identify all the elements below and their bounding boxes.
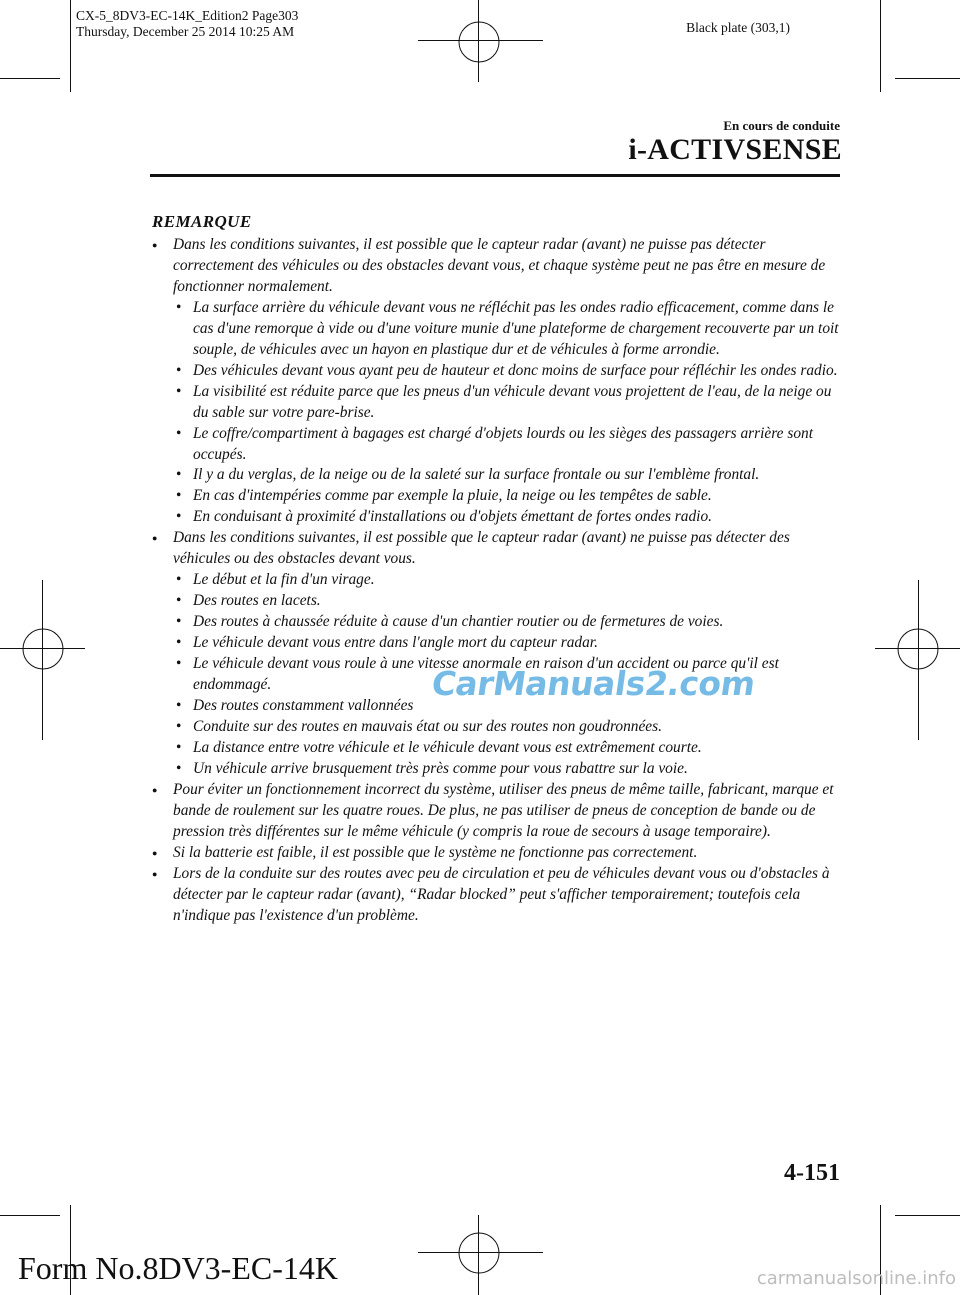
list-item-text: Si la batterie est faible, il est possible que le système ne fonctionne pas correctement.	[173, 843, 698, 861]
sub-item: • En cas d'intempéries comme par exemple la pluie, la neige ou les tempêtes de sable.	[173, 486, 845, 507]
list-item-text: Lors de la conduite sur des routes avec peu de circulation et peu de véhicules devant vous ou d'obstacles à détecter par le capteur radar (avant), “Radar blocked” peut s'afficher temporairement; toutefois cela n'indique pas l'existence d'un problème.	[173, 864, 830, 924]
registration-mark-right	[895, 626, 941, 672]
page-number: 4-151	[784, 1160, 840, 1186]
carmanuals-watermark: CarManuals2.com	[429, 664, 758, 703]
header-rule	[150, 174, 840, 177]
form-number: Form No.8DV3-EC-14K	[18, 1250, 338, 1286]
registration-mark-left	[20, 626, 66, 672]
registration-mark-bottom	[455, 1229, 503, 1277]
sub-item: • Des routes à chaussée réduite à cause d'un chantier routier ou de fermetures de voies.	[173, 612, 845, 633]
list-item	[150, 235, 845, 528]
sub-item: • La surface arrière du véhicule devant vous ne réfléchit pas les ondes radio efficacement, comme dans le cas d'une remorque à vide ou d'une voiture munie d'une plateforme de chargement recouverte par un toit souple, de véhicules avec un hayon en plastique dur et de véhicules à forme arrondie.	[173, 298, 845, 361]
sub-item: • Des routes constamment vallonnées	[173, 696, 845, 717]
note-list	[150, 235, 845, 926]
sub-item: • Le début et la fin d'un virage.	[173, 570, 845, 591]
plate-label: Black plate (303,1)	[686, 20, 790, 35]
sub-item: • Le coffre/compartiment à bagages est chargé d'objets lourds ou les sièges des passagers arrière sont occupés.	[173, 424, 845, 466]
sub-item: • Des routes en lacets.	[173, 591, 845, 612]
sub-item: • Un véhicule arrive brusquement très près comme pour vous rabattre sur la voie.	[173, 759, 845, 780]
list-item	[150, 843, 845, 864]
list-item-text: Dans les conditions suivantes, il est possible que le capteur radar (avant) ne puisse pas détecter des véhicules ou des obstacles devant vous.	[173, 529, 790, 568]
date-line: Thursday, December 25 2014 10:25 AM	[76, 24, 295, 39]
note-title: REMARQUE	[152, 212, 252, 231]
sub-item: • En conduisant à proximité d'installations ou d'objets émettant de fortes ondes radio.	[173, 507, 845, 528]
sub-item: • Le véhicule devant vous entre dans l'angle mort du capteur radar.	[173, 633, 845, 654]
sub-item: • Le véhicule devant vous roule à une vitesse anormale en raison d'un accident ou parce qu'il est endommagé.	[173, 654, 845, 696]
sub-item: • Des véhicules devant vous ayant peu de hauteur et donc moins de surface pour réfléchir les ondes radio.	[173, 361, 845, 382]
print-meta	[76, 8, 298, 40]
list-item-text: Pour éviter un fonctionnement incorrect du système, utiliser des pneus de même taille, fabricant, marque et bande de roulement sur les quatre roues. De plus, ne pas utiliser de pneus de conception de bande ou de pression très différentes sur le même véhicule (y compris la roue de secours à usage temporaire).	[173, 780, 834, 840]
note-content	[150, 235, 845, 926]
registration-mark-top	[455, 18, 503, 66]
sub-list	[173, 298, 845, 528]
list-item-text: Dans les conditions suivantes, il est possible que le capteur radar (avant) ne puisse pas détecter correctement des véhicules ou des obstacles devant vous, et chaque système peut ne pas être en mesure de fonctionner normalement.	[173, 236, 826, 295]
sub-item: • Conduite sur des routes en mauvais état ou sur des routes non goudronnées.	[173, 717, 845, 738]
chapter-title: i-ACTIVSENSE	[628, 133, 842, 166]
file-line: CX-5_8DV3-EC-14K_Edition2 Page303	[76, 8, 299, 23]
section-title: En cours de conduite	[723, 118, 840, 133]
sub-item: • La visibilité est réduite parce que les pneus d'un véhicule devant vous projettent de l'eau, de la neige ou du sable sur votre pare-brise.	[173, 382, 845, 424]
list-item	[150, 528, 845, 779]
list-item	[150, 780, 845, 843]
sub-item: • Il y a du verglas, de la neige ou de la saleté sur la surface frontale ou sur l'emblème frontal.	[173, 465, 845, 486]
list-item	[150, 864, 845, 927]
sub-item: • La distance entre votre véhicule et le véhicule devant vous est extrêmement courte.	[173, 738, 845, 759]
site-watermark: carmanualsonline.info	[756, 1268, 956, 1289]
